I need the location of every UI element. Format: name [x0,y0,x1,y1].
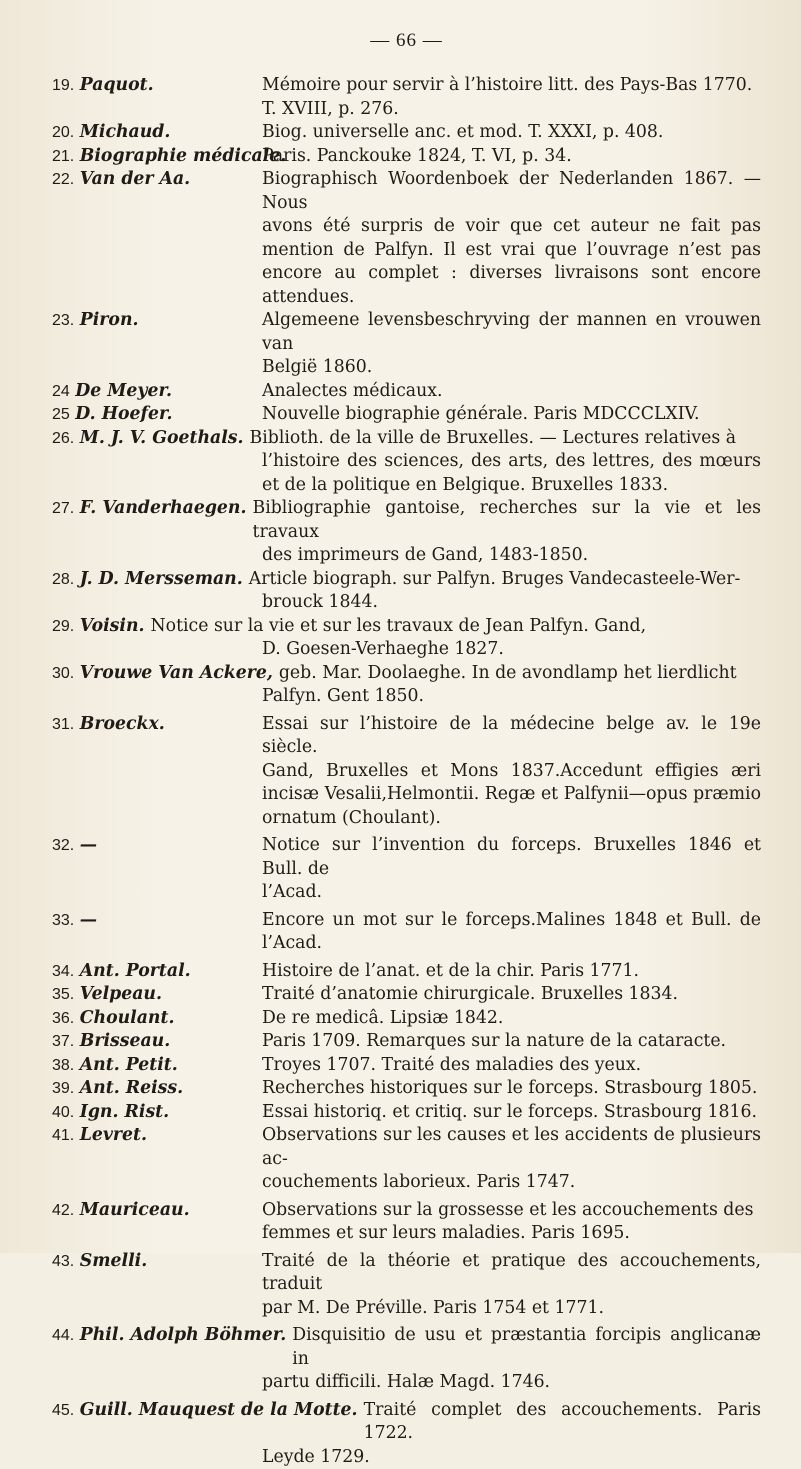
entry-author: Ign. Rist. [80,1102,169,1122]
entry-text: Algemeene levensbeschryving der mannen en vrouwen van [262,309,761,356]
entry-continuation: avons été surpris de voir que cet auteur ne fait pas mention de Palfyn. Il est vrai que l’ouvrage n’est pas encore au complet : diverses livraisons sont encore attendues. [52,215,761,309]
entry-text: Paris. Panckouke 1824, T. VI, p. 34. [262,145,761,169]
entry-head [52,427,244,451]
bibliography-entry [52,1077,761,1101]
page-number: — 66 — [52,30,761,52]
entry-head [52,909,262,933]
entry-author: Smelli. [80,1251,147,1271]
entry-text: Essai sur l’histoire de la médecine belge av. le 19e siècle. [262,713,761,760]
entry-text: geb. Mar. Doolaeghe. In de avondlamp het lierdlicht [279,662,761,686]
entry-number: 27. [52,500,74,517]
entry-head [52,1250,262,1274]
entry-number: 40. [52,1104,74,1121]
entry-text: Nouvelle biographie générale. Paris MDCCCLXIV. [262,403,761,427]
entry-number: 35. [52,986,74,1003]
entry-continuation: België 1860. [52,356,761,380]
entry-number: 42. [52,1202,74,1219]
entry-number: 37. [52,1033,74,1050]
entry-continuation: brouck 1844. [52,591,761,615]
entry-number: 24 [52,383,70,400]
entry-text: Histoire de l’anat. et de la chir. Paris 1771. [262,960,761,984]
entry-text: Disquisitio de usu et præstantia forcipis anglicanæ in [292,1324,761,1371]
entry-head [52,1030,262,1054]
entry-text: Paris 1709. Remarques sur la nature de la cataracte. [262,1030,761,1054]
bibliography-entry [52,1124,761,1195]
entry-number: 22. [52,171,74,188]
entry-head [52,568,243,592]
entry-text: Biblioth. de la ville de Bruxelles. — Lectures relatives à [250,427,761,451]
entry-number: 41. [52,1127,74,1144]
entry-text: Observations sur les causes et les accidents de plusieurs ac- [262,1124,761,1171]
entry-text: Essai historiq. et critiq. sur le forceps. Strasbourg 1816. [262,1101,761,1125]
entry-head [52,380,262,404]
bibliography-entry [52,309,761,380]
entry-author: Voisin. [80,616,145,636]
entry-head [52,834,262,858]
entry-text: Biographisch Woordenboek der Nederlanden 1867. — Nous [262,168,761,215]
entry-text: Bibliographie gantoise, recherches sur la vie et les travaux [253,497,762,544]
entry-head [52,309,262,333]
entry-author: Ant. Portal. [80,961,191,981]
entry-number: 23. [52,312,74,329]
entry-head [52,713,262,737]
entry-head [52,615,145,639]
entry-head [52,1101,262,1125]
entry-text: Encore un mot sur le forceps.Malines 1848 et Bull. de l’Acad. [262,909,761,956]
bibliography-entry [52,1250,761,1321]
entry-author: Brisseau. [80,1031,171,1051]
entry-text: Traité de la théorie et pratique des accouchements, traduit [262,1250,761,1297]
bibliography-entry [52,145,761,169]
entry-head [52,1054,262,1078]
entry-author: Ant. Petit. [80,1055,178,1075]
entry-text: Recherches historiques sur le forceps. Strasbourg 1805. [262,1077,761,1101]
entry-number: 44. [52,1327,74,1344]
entry-continuation: par M. De Préville. Paris 1754 et 1771. [52,1297,761,1321]
entry-head [52,1124,262,1148]
entry-author: J. D. Mersseman. [80,569,243,589]
entry-number: 33. [52,912,74,929]
entry-head [52,145,262,169]
entry-number: 32. [52,837,74,854]
entry-author: Velpeau. [80,984,162,1004]
entry-head [52,662,273,686]
entry-continuation: D. Goesen-Verhaeghe 1827. [52,638,761,662]
bibliography-entry [52,1101,761,1125]
entry-head [52,983,262,1007]
entry-continuation: Palfyn. Gent 1850. [52,685,761,709]
entry-author: Mauriceau. [80,1200,190,1220]
entry-continuation: T. XVIII, p. 276. [52,98,761,122]
entry-number: 43. [52,1253,74,1270]
bibliography-entry [52,713,761,831]
entry-number: 36. [52,1010,74,1027]
entry-author: Guill. Mauquest de la Motte. [80,1400,358,1420]
entry-number: 45. [52,1402,74,1419]
bibliography-entry [52,909,761,956]
entry-number: 21. [52,148,74,165]
entry-author: D. Hoefer. [75,404,172,424]
entry-text: Observations sur la grossesse et les accouchements des [262,1199,761,1223]
entry-head [52,1324,286,1348]
entry-author: Ant. Reiss. [80,1078,183,1098]
bibliography-entry [52,74,761,121]
entry-text: Mémoire pour servir à l’histoire litt. des Pays-Bas 1770. [262,74,761,98]
entry-text: Article biograph. sur Palfyn. Bruges Vandecasteele-Wer- [249,568,761,592]
bibliography-entry [52,1324,761,1395]
entry-head [52,497,247,521]
entry-continuation: Gand, Bruxelles et Mons 1837.Accedunt effigies æri incisæ Vesalii,Helmontii. Regæ et Palfynii—opus præmio ornatum (Choulant). [52,760,761,831]
entry-text: Traité complet des accouchements. Paris 1722. [364,1399,761,1446]
bibliography-entry [52,403,761,427]
entry-continuation: l’Acad. [52,881,761,905]
entry-text: Biog. universelle anc. et mod. T. XXXI, p. 408. [262,121,761,145]
bibliography-entry [52,1054,761,1078]
entry-head [52,1077,262,1101]
bibliography-entry [52,615,761,662]
entry-number: 26. [52,430,74,447]
bibliography-list [52,74,761,1469]
entry-number: 30. [52,665,74,682]
entry-text: Analectes médicaux. [262,380,761,404]
entry-author: — [80,910,97,930]
entry-author: — [80,835,97,855]
entry-head [52,1007,262,1031]
bibliography-entry [52,983,761,1007]
bibliography-entry [52,168,761,309]
entry-text: Troyes 1707. Traité des maladies des yeux. [262,1054,761,1078]
entry-number: 28. [52,571,74,588]
entry-head [52,74,262,98]
bibliography-entry [52,1199,761,1246]
bibliography-entry [52,834,761,905]
entry-continuation: couchements laborieux. Paris 1747. [52,1171,761,1195]
bibliography-entry [52,662,761,709]
entry-head [52,960,262,984]
entry-continuation: femmes et sur leurs maladies. Paris 1695. [52,1222,761,1246]
entry-number: 39. [52,1080,74,1097]
entry-author: Michaud. [80,122,171,142]
bibliography-entry [52,121,761,145]
bibliography-entry [52,1030,761,1054]
entry-number: 29. [52,618,74,635]
entry-number: 38. [52,1057,74,1074]
entry-number: 31. [52,716,74,733]
entry-number: 19. [52,77,74,94]
entry-author: Choulant. [80,1008,175,1028]
entry-head [52,168,262,192]
bibliography-entry [52,497,761,568]
entry-author: Van der Aa. [80,169,190,189]
entry-continuation: partu difficili. Halæ Magd. 1746. [52,1371,761,1395]
entry-author: De Meyer. [75,381,172,401]
bibliography-entry [52,427,761,498]
entry-head [52,403,262,427]
entry-text: Notice sur la vie et sur les travaux de Jean Palfyn. Gand, [151,615,761,639]
entry-head [52,1399,358,1423]
bibliography-entry [52,960,761,984]
entry-author: Paquot. [80,75,154,95]
bibliography-entry [52,568,761,615]
entry-head [52,121,262,145]
bibliography-entry [52,1399,761,1469]
bibliography-entry [52,380,761,404]
entry-text: De re medicâ. Lipsiæ 1842. [262,1007,761,1031]
entry-author: Biographie médicale. [80,146,287,166]
entry-continuation: des imprimeurs de Gand, 1483-1850. [52,544,761,568]
entry-continuation: Leyde 1729. [52,1446,761,1469]
entry-author: M. J. V. Goethals. [80,428,244,448]
entry-number: 25 [52,406,70,423]
entry-author: Levret. [80,1125,147,1145]
entry-author: Piron. [80,310,139,330]
entry-author: Vrouwe Van Ackere, [80,663,273,683]
entry-text: Notice sur l’invention du forceps. Bruxelles 1846 et Bull. de [262,834,761,881]
entry-author: Phil. Adolph Böhmer. [80,1325,286,1345]
entry-author: F. Vanderhaegen. [80,498,247,518]
bibliography-entry [52,1007,761,1031]
entry-head [52,1199,262,1223]
entry-author: Broeckx. [80,714,165,734]
entry-text: Traité d’anatomie chirurgicale. Bruxelles 1834. [262,983,761,1007]
entry-continuation: l’histoire des sciences, des arts, des lettres, des mœurs et de la politique en Belgique. Bruxelles 1833. [52,450,761,497]
entry-number: 20. [52,124,74,141]
entry-number: 34. [52,963,74,980]
